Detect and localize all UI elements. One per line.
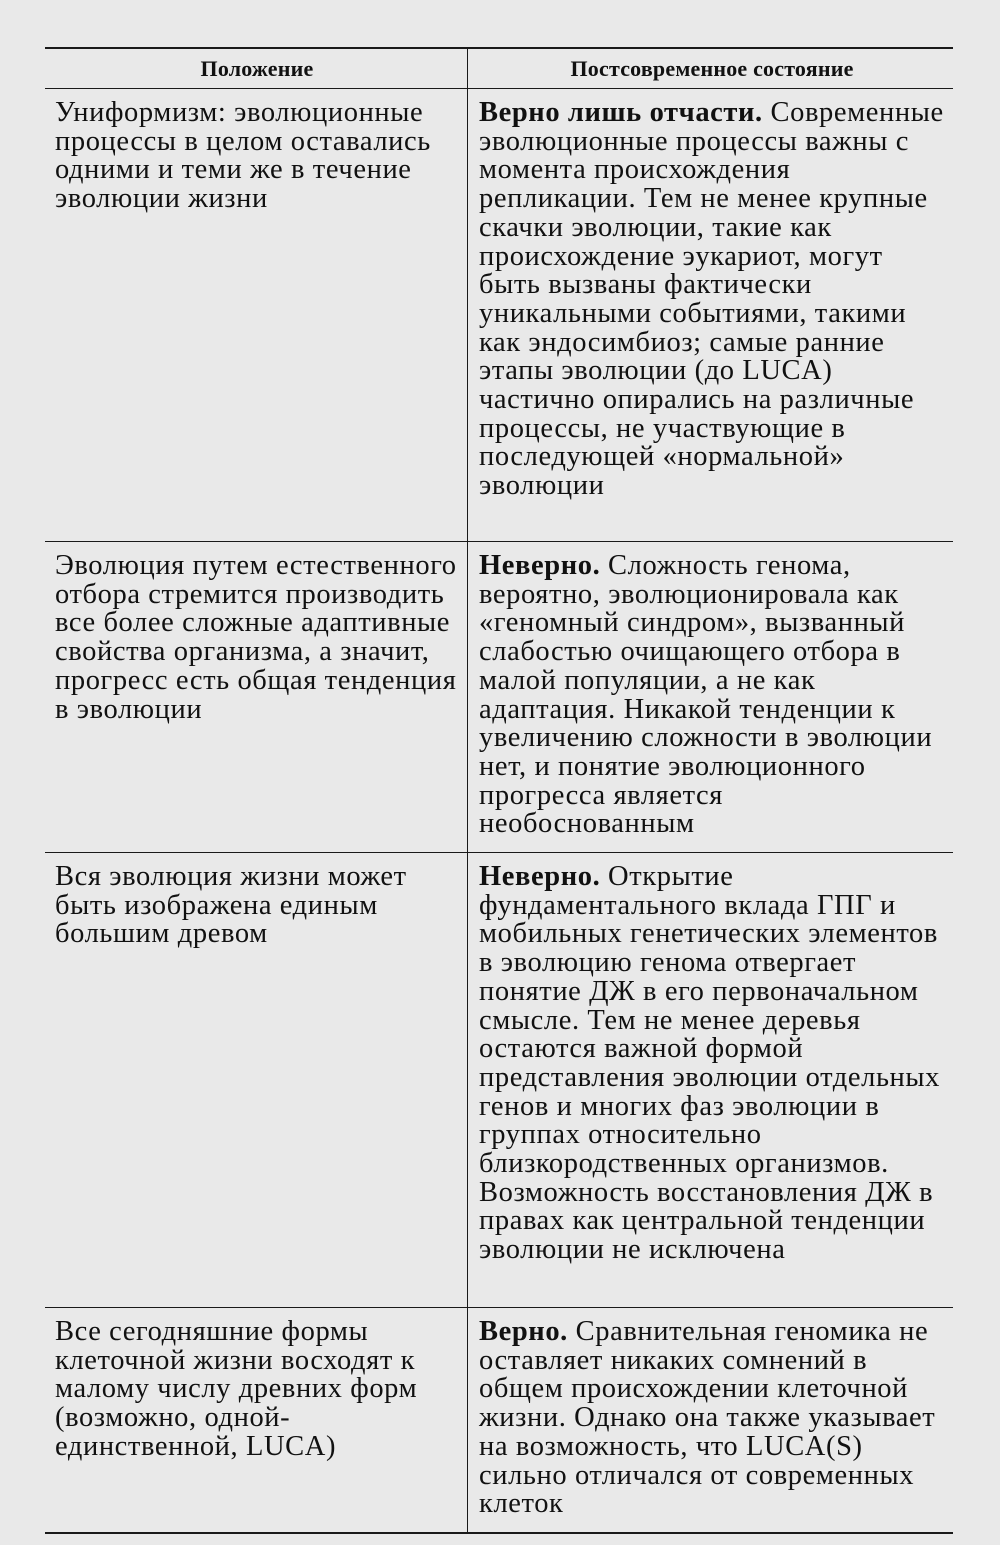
status-cell xyxy=(468,542,953,852)
verdict-label: Верно лишь отчасти. xyxy=(479,97,763,128)
table-row xyxy=(45,853,953,1308)
comparison-table xyxy=(45,47,953,1534)
status-cell xyxy=(468,89,953,541)
verdict-label: Неверно. xyxy=(479,550,601,581)
table-row xyxy=(45,89,953,542)
table-header-row xyxy=(45,49,953,89)
status-cell xyxy=(468,853,953,1307)
status-explanation: Современные эволюционные процессы важны с момента происхождения репликации. Тем не менее крупные скачки эволюции, такие как происхождение эукариот, могут быть вызваны фактически уникальными событиями, такими как эндосимбиоз; самые ранние этапы эволюции (до LUCA) частично опирались на различные процессы, не участвующие в последующей «нормальной» эволюции xyxy=(479,97,944,502)
position-cell: Вся эволюция жизни может быть изображена единым большим древом xyxy=(45,853,468,1307)
position-cell: Униформизм: эволюционные процессы в целом оставались одними и теми же в течение эволюции жизни xyxy=(45,89,468,541)
status-explanation: Сравнительная геномика не оставляет никаких сомнений в общем происхождении клеточной жизни. Однако она также указывает на возможность, что LUCA(S) сильно отличался от современных клеток xyxy=(479,1316,936,1520)
header-position: Положение xyxy=(45,49,468,88)
verdict-label: Неверно. xyxy=(479,861,601,892)
status-cell xyxy=(468,1308,953,1532)
position-cell: Эволюция путем естественного отбора стремится производить все более сложные адаптивные свойства организма, а значит, прогресс есть общая тенденция в эволюции xyxy=(45,542,468,852)
status-explanation: Сложность генома, вероятно, эволюционировала как «геномный синдром», вызванный слабостью очищающего отбора в малой популяции, а не как адаптация. Никакой тенденции к увеличению сложности в эволюции нет, и понятие эволюционного прогресса является необоснованным xyxy=(479,550,933,840)
table-row xyxy=(45,542,953,853)
position-cell: Все сегодняшние формы клеточной жизни восходят к малому числу древних форм (возможно, одной-единственной, LUCA) xyxy=(45,1308,468,1532)
status-explanation: Открытие фундаментального вклада ГПГ и мобильных генетических элементов в эволюцию генома отвергает понятие ДЖ в его первоначальном смысле. Тем не менее деревья остаются важной формой представления эволюции отдельных генов и многих фаз эволюции в группах относительно близкородственных организмов. Возможность восстановления ДЖ в правах как центральной тенденции эволюции не исключена xyxy=(479,861,941,1266)
verdict-label: Верно. xyxy=(479,1316,568,1347)
header-postmodern-status: Постсовременное состояние xyxy=(570,56,854,81)
table-row xyxy=(45,1308,953,1532)
